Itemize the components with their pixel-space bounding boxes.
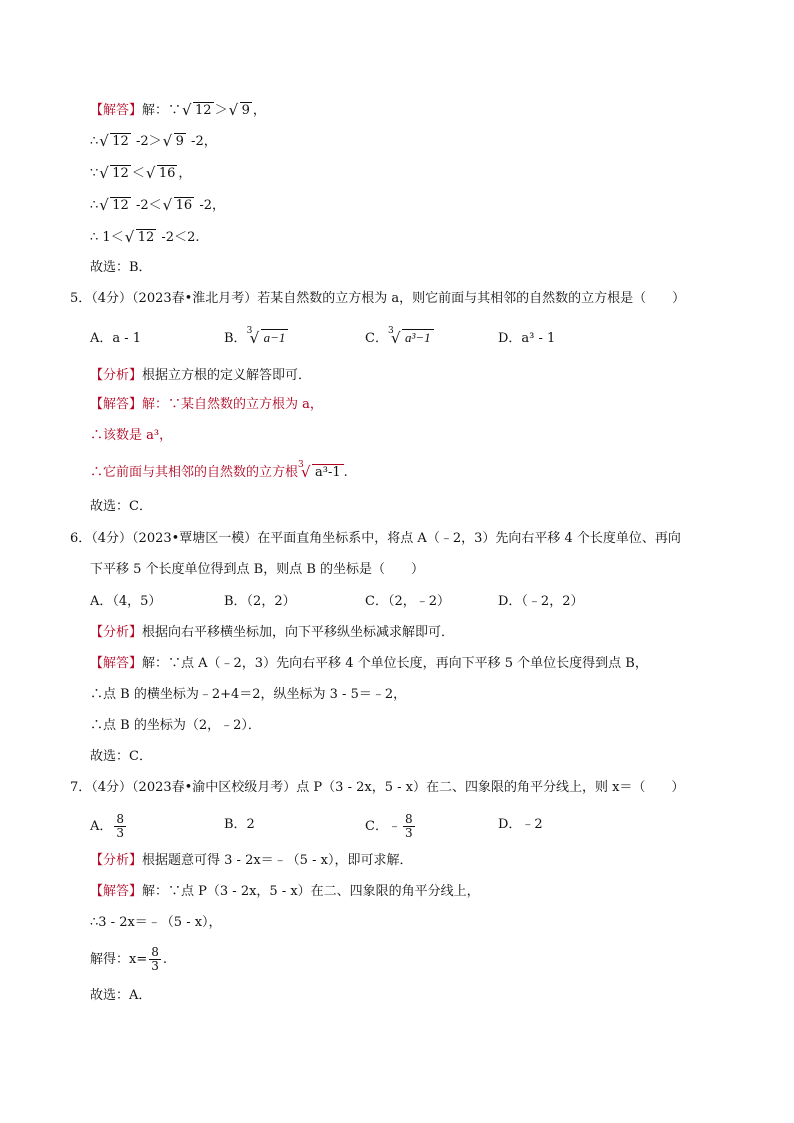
sqrt-12: √ 12 — [99, 195, 131, 217]
cube-root: √ 3 a−1 — [247, 327, 289, 351]
q7-solution-2: ∴3 - 2x＝﹣（5 - x）， — [90, 915, 222, 930]
q6-answer: 故选：C． — [90, 749, 152, 764]
q4-solution-line-2: ∴√ 12 -2＞√ 9 -2， — [90, 131, 217, 153]
q6-solution-3: ∴点 B 的坐标为（2，﹣2）． — [90, 718, 261, 733]
sqrt-16: √ 16 — [146, 163, 178, 185]
q6-stem-2: 下平移 5 个长度单位得到点 B，则点 B 的坐标是（ ） — [90, 562, 425, 577]
sqrt-16: √ 16 — [163, 195, 195, 217]
q5-option-b: B． √ 3 a−1 — [224, 327, 288, 351]
q5-solution-2: ∴该数是 a³， — [90, 428, 173, 443]
fraction: $\frac{8}{3}$ — [116, 812, 125, 840]
q5-option-a: A．a - 1 — [90, 331, 142, 346]
q4-solution-line-3: ∵√ 12 ＜√ 16 ， — [90, 163, 191, 185]
q4-answer: 故选：B． — [90, 260, 152, 275]
analysis-tag: 【分析】 — [90, 853, 143, 868]
q6-option-c: C．（2，﹣2） — [365, 594, 450, 609]
q7-option-a: A． $\frac{8}{3}$ — [90, 812, 125, 840]
q4-solution-line-5: ∴ 1＜√ 12 -2＜2. — [90, 227, 199, 249]
q4-solution-line-4: ∴√ 12 -2＜√ 16 -2， — [90, 195, 225, 217]
solution-tag: 【解答】 — [90, 656, 143, 671]
sqrt-12: √ 12 — [182, 100, 214, 122]
q5-answer: 故选：C． — [90, 499, 152, 514]
q6-option-a: A．（4，5） — [90, 594, 162, 609]
q6-option-b: B．（2，2） — [224, 594, 296, 609]
solution-tag: 【解答】 — [90, 397, 143, 412]
q7-solution-1: 【解答】解：∵点 P（3 - 2x，5 - x）在二、四象限的角平分线上， — [90, 884, 480, 899]
q5-solution-1: 【解答】解：∵某自然数的立方根为 a， — [90, 397, 323, 412]
sqrt-12: √ 12 — [99, 131, 131, 153]
solution-tag: 【解答】 — [90, 884, 143, 899]
q5-stem: 5．（4分）（2023春•淮北月考）若某自然数的立方根为 a，则它前面与其相邻的自然数的立方根是（ ） — [70, 291, 686, 306]
q5-analysis: 【分析】根据立方根的定义解答即可． — [90, 368, 312, 383]
analysis-tag: 【分析】 — [90, 625, 143, 640]
q6-option-d: D．（﹣2，2） — [498, 594, 584, 609]
sqrt-12: √ 12 — [125, 227, 157, 249]
fraction: $\frac{8}{3}$ — [151, 945, 159, 973]
cube-root: √ 3 a³-1 — [298, 462, 344, 484]
q7-answer: 故选：A． — [90, 988, 152, 1003]
q5-solution-3: ∴它前面与其相邻的自然数的立方根 √ 3 a³-1 . — [90, 462, 348, 484]
analysis-tag: 【分析】 — [90, 368, 143, 383]
sqrt-12: √ 12 — [99, 163, 131, 185]
q6-solution-1: 【解答】解：∵点 A（﹣2，3）先向右平移 4 个单位长度，再向下平移 5 个单位长度得到点 B， — [90, 656, 648, 671]
q7-option-d: D．﹣2 — [498, 817, 543, 832]
q6-analysis: 【分析】根据向右平移横坐标加，向下平移纵坐标减求解即可． — [90, 625, 455, 640]
q7-analysis: 【分析】根据题意可得 3 - 2x＝﹣（5 - x），即可求解． — [90, 853, 413, 868]
q4-solution-line-1: 【解答】解：∵√ 12 ＞√ 9 ， — [90, 100, 266, 122]
q5-option-d: D．a³ - 1 — [498, 331, 556, 346]
q7-solution-3: 解得：x= $\frac{8}{3}$ . — [90, 945, 168, 973]
q6-solution-2: ∴点 B 的横坐标为﹣2+4＝2，纵坐标为 3 - 5＝﹣2， — [90, 687, 407, 702]
cube-root: √ 3 a³−1 — [388, 327, 434, 351]
q5-option-c: C． √ 3 a³−1 — [365, 327, 434, 351]
sqrt-9: √ 9 — [163, 131, 186, 153]
q7-option-c: C．﹣ $\frac{8}{3}$ — [365, 812, 413, 840]
q6-stem-1: 6．（4分）（2023•覃塘区一模）在平面直角坐标系中，将点 A（﹣2，3）先向右平移 4 个长度单位、再向 — [70, 531, 681, 546]
q7-option-b: B．2 — [224, 817, 255, 832]
q7-stem: 7．（4分）（2023春•渝中区校级月考）点 P（3 - 2x，5 - x）在二、四象限的角平分线上，则 x＝（ ） — [70, 780, 685, 795]
sqrt-9: √ 9 — [229, 100, 252, 122]
fraction: $\frac{8}{3}$ — [404, 812, 413, 840]
solution-tag: 【解答】 — [90, 103, 143, 118]
